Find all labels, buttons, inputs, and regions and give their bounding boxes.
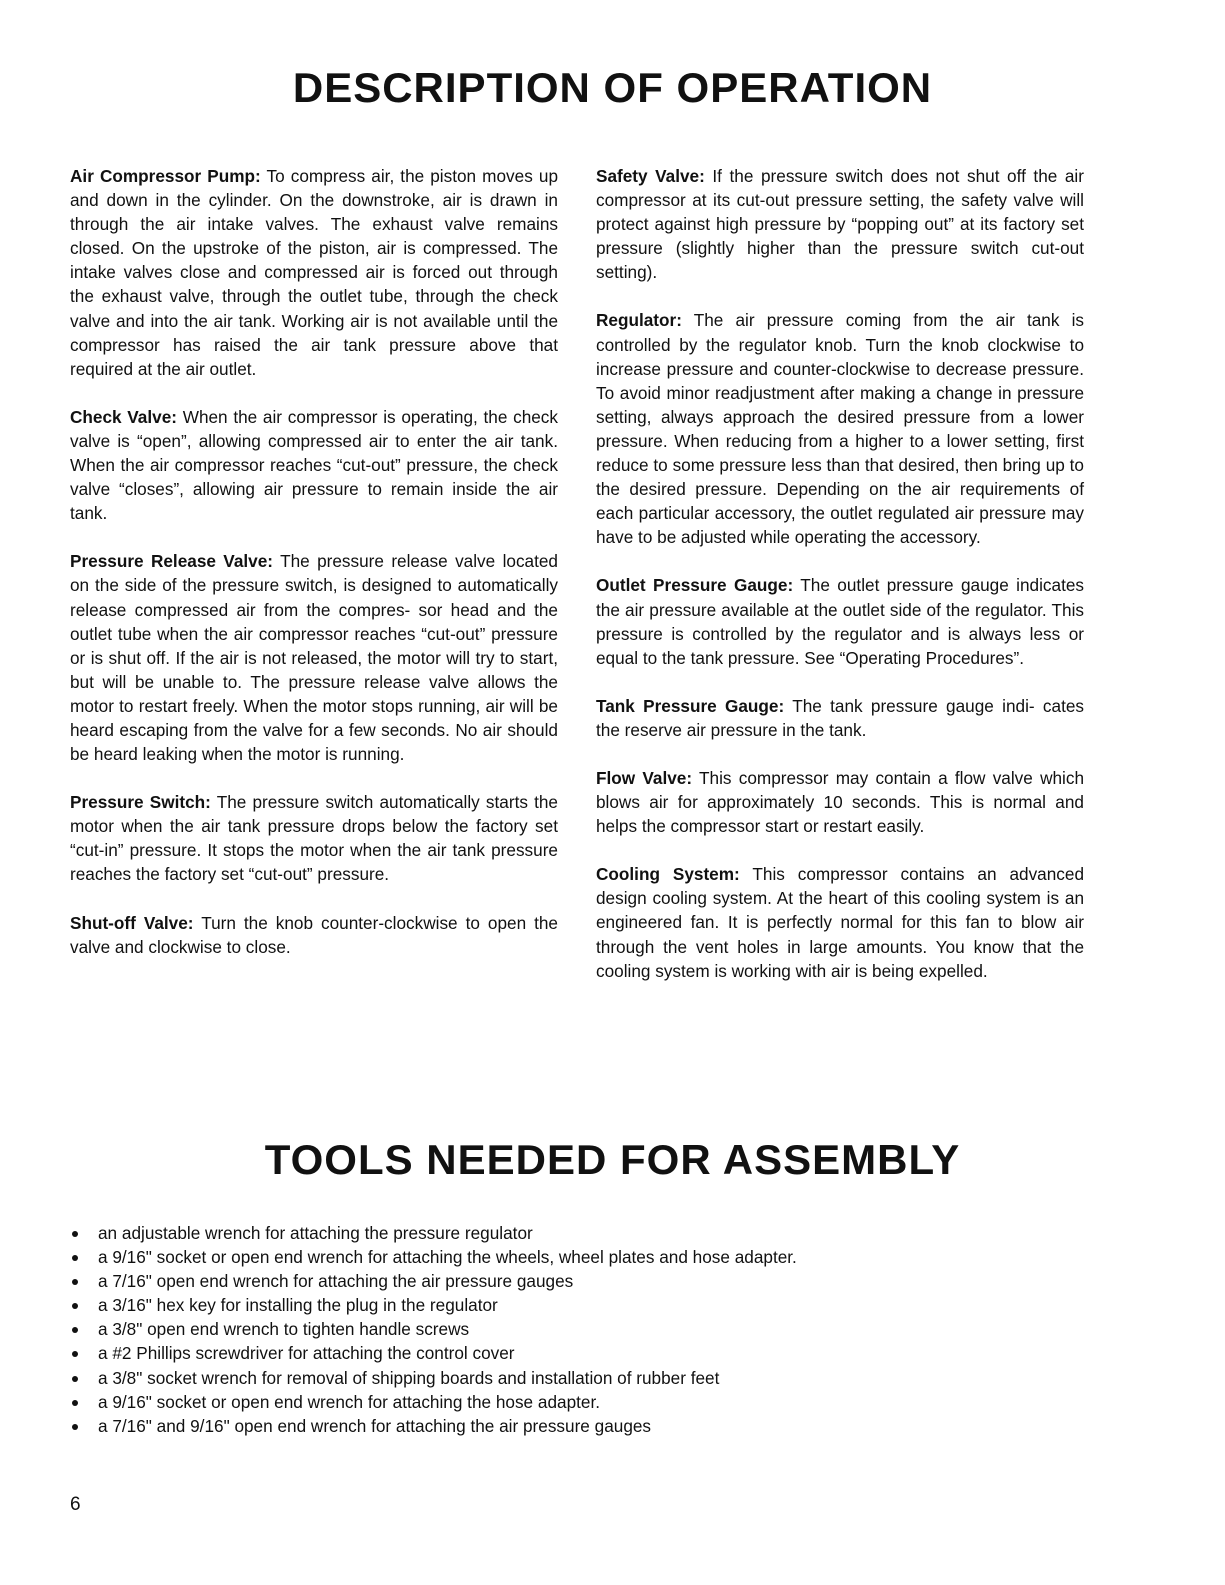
text-tank-pressure-gauge: The tank pressure gauge indi- cates the reserve air pressure in the tank. bbox=[596, 695, 1084, 740]
text-safety-valve: If the pressure switch does not shut off the air compressor at its cut-out pressure setting, the safety valve will protect against high pressure by “popping out” at its factory set pressure (slightly higher than the pressure switch cut-out setting). bbox=[596, 166, 1084, 283]
term-cooling-system: Cooling System: bbox=[596, 864, 740, 885]
bullet-icon bbox=[72, 1279, 78, 1285]
bullet-icon bbox=[72, 1400, 78, 1406]
list-item bbox=[70, 1245, 1130, 1269]
text-outlet-pressure-gauge: The outlet pressure gauge indicates the air pressure available at the outlet side of the regulator. This pressure is controlled by the regulator and is always less or equal to the tank pressure. See “Operating Procedures”. bbox=[596, 575, 1085, 668]
text-air-compressor-pump: To compress air, the piston moves up and down in the cylinder. On the downstroke, air is drawn in through the air intake valves. The exhaust valve remains closed. On the upstroke of the piston, air is compressed. The intake valves close and compressed air is forced out through the exhaust valve, through the outlet tube, through the check valve and into the air tank. Working air is not available until the compressor has raised the air tank pressure above that required at the air outlet. bbox=[70, 166, 558, 379]
text-shut-off-valve: Turn the knob counter-clockwise to open the valve and clockwise to close. bbox=[70, 912, 558, 957]
term-safety-valve: Safety Valve: bbox=[596, 166, 705, 186]
text-regulator: The air pressure coming from the air tank is controlled by the regulator knob. Turn the knob clockwise to increase pressure and counter-clockwise to decrease pressure. To avoid minor readjustment after making a change in pressure setting, always approach the desired pressure from a lower pressure. When reducing from a higher to a lower setting, first reduce to some pressure less than that desired, then bring up to the desired pressure. Depending on the air requirements of each particular accessory, the outlet regulated air pressure may have to be adjusted while operating the accessory. bbox=[596, 310, 1084, 548]
paragraph-cooling-system bbox=[596, 862, 1084, 982]
left-column bbox=[70, 164, 558, 983]
text-pressure-switch: The pressure switch automatically starts the motor when the air tank pressure drops below the factory set “cut-in” pressure. It stops the motor when the air tank pressure reaches the factory set “cut-out” pressure. bbox=[70, 792, 558, 885]
bullet-icon bbox=[72, 1424, 78, 1430]
term-shut-off-valve: Shut-off Valve: bbox=[70, 912, 194, 933]
term-pressure-switch: Pressure Switch: bbox=[70, 792, 211, 813]
tool-text: a 9/16" socket or open end wrench for attaching the wheels, wheel plates and hose adapter. bbox=[98, 1247, 797, 1268]
list-item bbox=[70, 1341, 1130, 1365]
text-flow-valve: This compressor may contain a flow valve which blows air for approximately 10 seconds. This is normal and helps the compressor start or restart easily. bbox=[596, 767, 1085, 837]
text-pressure-release-valve: The pressure release valve located on the side of the pressure switch, is designed to automatically release compressed air from the compres- sor head and the outlet tube when the air compressor reaches “cut-out” pressure or is shut off. If the air is not released, the motor will try to start, but will be unable to. The pressure release valve allows the motor to restart freely. When the motor stops running, air will be heard escaping from the valve for a few seconds. No air should be heard leaking when the motor is running. bbox=[70, 551, 558, 765]
term-flow-valve: Flow Valve: bbox=[596, 767, 693, 788]
tool-text: a 3/8" open end wrench to tighten handle screws bbox=[98, 1319, 470, 1340]
list-item bbox=[70, 1269, 1130, 1293]
list-item bbox=[70, 1221, 1130, 1245]
bullet-icon bbox=[72, 1376, 78, 1382]
list-item bbox=[70, 1293, 1130, 1317]
paragraph-air-compressor-pump bbox=[70, 164, 558, 381]
paragraph-pressure-switch bbox=[70, 790, 558, 886]
paragraph-safety-valve bbox=[596, 164, 1084, 284]
page-number: 6 bbox=[70, 1494, 81, 1515]
paragraph-pressure-release-valve bbox=[70, 549, 558, 766]
list-item bbox=[70, 1317, 1130, 1341]
list-item bbox=[70, 1366, 1130, 1390]
paragraph-shut-off-valve bbox=[70, 911, 558, 959]
bullet-icon bbox=[72, 1255, 78, 1261]
tool-text: a 9/16" socket or open end wrench for attaching the hose adapter. bbox=[98, 1391, 601, 1412]
tool-text: an adjustable wrench for attaching the pressure regulator bbox=[98, 1223, 533, 1243]
tool-text: a #2 Phillips screwdriver for attaching the control cover bbox=[98, 1343, 515, 1364]
list-item bbox=[70, 1390, 1130, 1414]
bullet-icon bbox=[72, 1327, 78, 1333]
term-outlet-pressure-gauge: Outlet Pressure Gauge: bbox=[596, 575, 794, 596]
paragraph-tank-pressure-gauge bbox=[596, 694, 1084, 742]
tool-text: a 3/8" socket wrench for removal of shipping boards and installation of rubber feet bbox=[98, 1367, 720, 1388]
paragraph-outlet-pressure-gauge bbox=[596, 573, 1084, 669]
term-tank-pressure-gauge: Tank Pressure Gauge: bbox=[596, 695, 785, 716]
text-check-valve: When the air compressor is operating, the check valve is “open”, allowing compressed air to enter the air tank. When the air compressor reaches “cut-out” pressure, the check valve “closes”, allowing air pressure to remain inside the air tank. bbox=[70, 406, 558, 524]
term-air-compressor-pump: Air Compressor Pump: bbox=[70, 166, 261, 186]
text-cooling-system: This compressor contains an advanced design cooling system. At the heart of this cooling system is an engineered fan. It is perfectly normal for this fan to blow air through the vent holes in large amounts. You know that the cooling system is working with air is being expelled. bbox=[596, 864, 1085, 981]
paragraph-flow-valve bbox=[596, 766, 1084, 838]
bullet-icon bbox=[72, 1231, 78, 1237]
list-item bbox=[70, 1414, 1130, 1438]
tool-text: a 3/16" hex key for installing the plug in the regulator bbox=[98, 1295, 498, 1316]
right-column bbox=[596, 164, 1084, 1007]
bullet-icon bbox=[72, 1303, 78, 1309]
paragraph-check-valve bbox=[70, 405, 558, 525]
description-heading: DESCRIPTION OF OPERATION bbox=[292, 64, 933, 111]
term-check-valve: Check Valve: bbox=[70, 406, 177, 427]
term-regulator: Regulator: bbox=[596, 310, 682, 331]
paragraph-regulator bbox=[596, 308, 1084, 549]
term-pressure-release-valve: Pressure Release Valve: bbox=[70, 551, 273, 572]
tools-heading: TOOLS NEEDED FOR ASSEMBLY bbox=[264, 1136, 961, 1183]
tools-list bbox=[70, 1221, 1130, 1438]
tool-text: a 7/16" open end wrench for attaching the air pressure gauges bbox=[98, 1271, 574, 1292]
bullet-icon bbox=[72, 1351, 78, 1357]
tool-text: a 7/16" and 9/16" open end wrench for attaching the air pressure gauges bbox=[98, 1415, 652, 1436]
